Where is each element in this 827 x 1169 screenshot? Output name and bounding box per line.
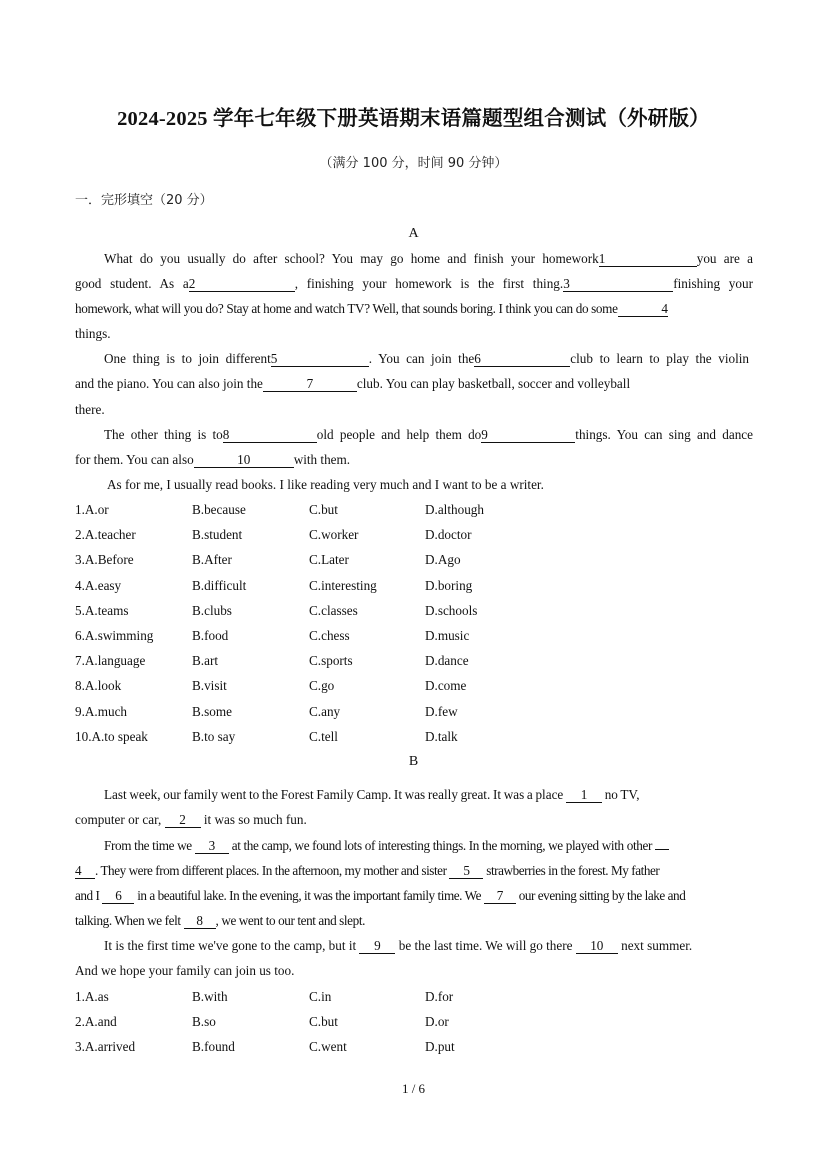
option-row	[75, 652, 575, 670]
blank-1[interactable]: 1	[599, 251, 697, 267]
exam-info: （满分 100 分，时间 90 分钟）	[319, 156, 508, 171]
text: next summer.	[621, 938, 693, 953]
option-d[interactable]: D.few	[425, 703, 458, 719]
passage-a-line	[75, 451, 753, 469]
text: it was so much fun.	[203, 812, 307, 827]
option-text: A.look	[84, 678, 122, 694]
text: Last week, our family went to the Forest Family Camp. It was really great. It was a place	[104, 787, 564, 802]
option-text: A.Before	[84, 552, 134, 568]
passage-a-line	[104, 350, 749, 368]
option-text: A.teacher	[84, 527, 136, 543]
question-number: 3.	[75, 1039, 85, 1055]
option-text: A.language	[84, 653, 146, 669]
text: As for me, I usually read books. I like reading very much and I want to be a writer.	[107, 477, 544, 492]
page-number: 1 / 6	[401, 1081, 426, 1096]
option-d[interactable]: D.dance	[425, 653, 469, 669]
option-b[interactable]: B.art	[192, 653, 219, 669]
option-text: A.as	[84, 989, 109, 1004]
option-d[interactable]: D.schools	[425, 602, 478, 618]
option-c[interactable]: C.but	[309, 1014, 338, 1030]
passage-a-line	[75, 401, 753, 419]
text: and the piano. You can also join the	[75, 376, 263, 391]
option-b[interactable]: B.visit	[192, 678, 227, 694]
option-b[interactable]: B.food	[192, 628, 229, 643]
option-b[interactable]: B.so	[192, 1014, 216, 1030]
blank-b4-start[interactable]	[655, 849, 669, 850]
option-c[interactable]: C.classes	[309, 602, 358, 618]
blank-10[interactable]: 10	[194, 452, 294, 468]
text: . You can join the	[368, 351, 475, 366]
passage-b-line	[104, 937, 782, 955]
option-c[interactable]: C.but	[309, 502, 338, 517]
blank-5[interactable]: 5	[271, 351, 369, 367]
option-b[interactable]: B.some	[192, 703, 232, 719]
passage-a-label: A	[408, 226, 419, 241]
option-row	[75, 988, 575, 1006]
text: good student. As a	[75, 276, 189, 291]
question-number: 9.	[75, 703, 85, 719]
option-row	[75, 577, 575, 595]
question-number: 6.	[75, 628, 85, 643]
text: strawberries in the forest. My father	[486, 863, 660, 878]
option-d[interactable]: D.talk	[425, 728, 458, 744]
option-text: A.arrived	[84, 1039, 136, 1055]
option-text: A.swimming	[84, 628, 154, 643]
option-row	[75, 1038, 575, 1056]
blank-8[interactable]: 8	[223, 427, 317, 443]
question-number: 4.	[75, 577, 85, 593]
option-row	[75, 677, 575, 695]
blank-b8[interactable]: 8	[184, 913, 216, 929]
text: things.	[75, 326, 111, 341]
text: in a beautiful lake. In the evening, it was the important family time. We	[137, 888, 481, 903]
option-b[interactable]: B.difficult	[192, 577, 247, 593]
option-a[interactable]	[75, 1038, 135, 1056]
question-number: 7.	[75, 653, 85, 669]
passage-b-line	[75, 811, 753, 829]
option-b[interactable]: B.student	[192, 527, 243, 543]
option-c[interactable]: C.sports	[309, 653, 353, 669]
option-a[interactable]	[75, 677, 121, 695]
blank-b5[interactable]: 5	[449, 863, 483, 879]
option-row	[75, 602, 575, 620]
passage-b-line	[75, 912, 753, 930]
question-number: 10.	[75, 728, 92, 744]
passage-b-line	[75, 862, 753, 880]
blank-7[interactable]: 7	[263, 376, 357, 392]
option-b[interactable]: B.found	[192, 1039, 235, 1055]
option-d[interactable]: D.Ago	[425, 552, 461, 568]
blank-9[interactable]: 9	[481, 427, 575, 443]
blank-6[interactable]: 6	[474, 351, 570, 367]
blank-b10[interactable]: 10	[576, 938, 618, 954]
option-b[interactable]: B.with	[192, 989, 228, 1004]
question-number: 1.	[75, 989, 85, 1004]
section-heading-cloze: 一．完形填空（20 分）	[75, 193, 213, 208]
option-c[interactable]: C.go	[309, 678, 335, 694]
passage-b-line	[75, 962, 753, 980]
option-row	[75, 526, 575, 544]
option-c[interactable]: C.in	[309, 989, 332, 1004]
text: talking. When we felt	[75, 913, 181, 928]
blank-4[interactable]: 4	[618, 301, 668, 317]
option-c[interactable]: C.worker	[309, 527, 359, 543]
option-d[interactable]: D.come	[425, 678, 467, 694]
blank-b7[interactable]: 7	[484, 888, 516, 904]
option-c[interactable]: C.any	[309, 703, 341, 719]
option-text: A.or	[84, 502, 109, 517]
text: finishing your	[673, 276, 753, 291]
page-title: 2024-2025 学年七年级下册英语期末语篇题型组合测试（外研版）	[117, 108, 710, 130]
option-row	[75, 627, 575, 645]
option-d[interactable]: D.doctor	[425, 527, 472, 543]
passage-b-label: B	[408, 754, 419, 769]
option-a[interactable]	[75, 1013, 117, 1031]
option-a[interactable]	[75, 627, 153, 645]
text: with them.	[293, 452, 351, 467]
option-b[interactable]: B.because	[192, 502, 246, 517]
text: there.	[75, 402, 105, 417]
text: and I	[75, 888, 100, 903]
option-row	[75, 501, 575, 519]
option-d[interactable]: D.put	[425, 1039, 455, 1055]
option-row	[75, 1013, 575, 1031]
option-b[interactable]: B.to say	[192, 728, 236, 744]
passage-a-line	[104, 250, 753, 268]
text: you are a	[696, 251, 754, 266]
option-row	[75, 703, 575, 721]
passage-a-line	[75, 300, 753, 318]
option-d[interactable]: D.although	[425, 502, 484, 517]
option-b[interactable]: B.After	[192, 552, 232, 568]
option-c[interactable]: C.chess	[309, 628, 350, 643]
text: things. You can sing and dance	[575, 427, 754, 442]
option-row	[75, 728, 575, 746]
text: The other thing is to	[104, 427, 223, 442]
question-number: 3.	[75, 552, 85, 568]
passage-b-line	[104, 837, 782, 855]
passage-a-line	[104, 426, 753, 444]
blank-2[interactable]: 2	[189, 276, 295, 292]
option-text: A.to speak	[91, 728, 148, 744]
option-d[interactable]: D.boring	[425, 577, 473, 593]
option-a[interactable]	[75, 526, 136, 544]
text: And we hope your family can join us too.	[75, 963, 295, 978]
option-c[interactable]: C.interesting	[309, 577, 377, 593]
question-number: 5.	[75, 602, 85, 618]
option-text: A.easy	[84, 577, 122, 593]
option-a[interactable]	[75, 551, 134, 569]
text: What do you usually do after school? You may go home and finish your homework	[104, 251, 599, 266]
passage-b-line	[75, 887, 753, 905]
option-text: A.much	[84, 703, 128, 719]
text: From the time we	[104, 838, 192, 853]
text: homework, what will you do? Stay at home and watch TV? Well, that sounds boring. I think you can do some	[75, 301, 618, 316]
option-a[interactable]	[75, 988, 109, 1006]
option-d[interactable]: D.or	[425, 1014, 449, 1030]
passage-a-line	[75, 275, 753, 293]
option-b[interactable]: B.clubs	[192, 602, 232, 618]
blank-b6[interactable]: 6	[102, 888, 134, 904]
text: It is the first time we've gone to the camp, but it	[104, 938, 357, 953]
text: club to learn to play the violin	[570, 351, 750, 366]
passage-b-line	[104, 786, 782, 804]
option-d[interactable]: D.music	[425, 628, 470, 643]
blank-b9[interactable]: 9	[359, 938, 395, 954]
text: be the last time. We will go there	[398, 938, 573, 953]
text: club. You can play basketball, soccer and volleyball	[356, 376, 631, 391]
text: , finishing your homework is the first thing.	[294, 276, 564, 291]
option-row	[75, 551, 575, 569]
text: , we went to our tent and slept.	[215, 913, 365, 928]
text: no TV,	[604, 787, 640, 802]
blank-b1[interactable]: 1	[566, 787, 602, 803]
option-a[interactable]	[75, 577, 121, 595]
option-a[interactable]	[75, 501, 109, 519]
option-text: A.and	[84, 1014, 117, 1030]
question-number: 1.	[75, 502, 85, 517]
option-d[interactable]: D.for	[425, 989, 454, 1004]
question-number: 2.	[75, 527, 85, 543]
question-number: 8.	[75, 678, 85, 694]
option-c[interactable]: C.went	[309, 1039, 347, 1055]
text: for them. You can also	[75, 452, 194, 467]
blank-b4[interactable]: 4	[75, 863, 95, 879]
option-a[interactable]	[75, 703, 127, 721]
blank-b2[interactable]: 2	[165, 812, 201, 828]
text: at the camp, we found lots of interesting things. In the morning, we played with other	[231, 838, 653, 853]
text: our evening sitting by the lake and	[518, 888, 686, 903]
passage-a-line	[75, 325, 753, 343]
text: computer or car,	[75, 812, 162, 827]
option-c[interactable]: C.tell	[309, 728, 338, 744]
option-a[interactable]	[75, 728, 148, 746]
text: . They were from different places. In the afternoon, my mother and sister	[95, 863, 447, 878]
text: One thing is to join different	[104, 351, 271, 366]
option-a[interactable]	[75, 602, 128, 620]
blank-3[interactable]: 3	[563, 276, 673, 292]
option-text: A.teams	[84, 602, 129, 618]
passage-a-line	[75, 375, 753, 393]
question-number: 2.	[75, 1014, 85, 1030]
blank-b3[interactable]: 3	[195, 838, 229, 854]
option-a[interactable]	[75, 652, 145, 670]
text: old people and help them do	[316, 427, 482, 442]
passage-a-line	[107, 476, 785, 494]
option-c[interactable]: C.Later	[309, 552, 349, 568]
